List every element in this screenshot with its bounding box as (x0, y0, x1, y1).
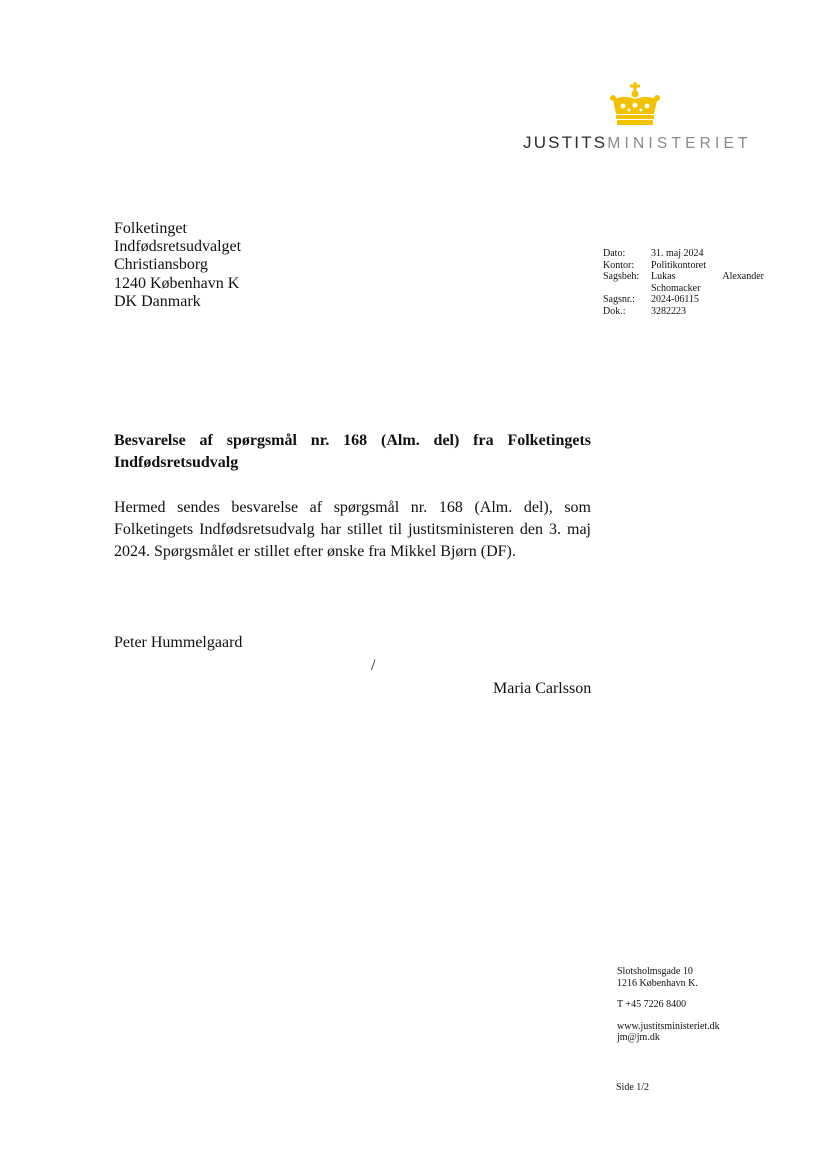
caseworker-last: Schomacker (651, 282, 701, 294)
wordmark-part1: JUSTITS (523, 133, 608, 152)
address-line: Indfødsretsudvalget (114, 238, 242, 256)
meta-row-date (603, 248, 764, 260)
letter-body: Hermed sendes besvarelse af spørgsmål nr. 168 (Alm. del), som Folketingets Indfødsretsudvalg har stillet til justitsministeren den 3. maj 2024. Spørgsmålet er stillet efter ønske fra Mikkel Bjørn (DF). (114, 499, 591, 560)
meta-row-document (603, 306, 764, 318)
meta-label: Sagsbeh: (603, 271, 640, 283)
address-line: Christiansborg (114, 256, 208, 274)
caseworker-first: Lukas (651, 271, 676, 283)
meta-label: Dok.: (603, 305, 626, 317)
meta-label: Dato: (603, 248, 626, 259)
footer-street: Slotsholmsgade 10 (617, 966, 693, 977)
signature-separator: / (371, 657, 376, 674)
crown-logo-icon (609, 82, 661, 126)
footer-city: 1216 København K. (617, 977, 698, 989)
caseworker-middle: Alexander (722, 271, 764, 283)
meta-value-caseworker (651, 271, 764, 294)
meta-row-casenumber (603, 294, 764, 306)
meta-label: Kontor: (603, 259, 635, 271)
footer-phone: T +45 7226 8400 (617, 999, 687, 1011)
address-line: Folketinget (114, 220, 187, 237)
meta-value: 3282223 (651, 305, 686, 317)
meta-value: Politikontoret (651, 259, 706, 271)
ministry-wordmark (523, 133, 752, 154)
page-number: Side 1/2 (616, 1082, 650, 1093)
address-line: DK Danmark (114, 292, 201, 310)
case-metadata (603, 248, 764, 318)
footer-email-link[interactable]: jm@jm.dk (617, 1032, 660, 1044)
signature-primary: Peter Hummelgaard (114, 634, 243, 651)
meta-label: Sagsnr.: (603, 294, 635, 306)
wordmark-part2: MINISTERIET (607, 135, 752, 152)
meta-row-caseworker (603, 271, 764, 294)
signature-secondary: Maria Carlsson (493, 680, 592, 697)
ministry-contact (617, 966, 720, 1044)
letter-subject: Besvarelse af spørgsmål nr. 168 (Alm. del) fra Folketingets Indfødsretsudvalg (114, 432, 591, 471)
footer-website-link[interactable]: www.justitsministeriet.dk (617, 1020, 720, 1032)
meta-row-office (603, 260, 764, 272)
recipient-address (114, 220, 241, 311)
meta-value: 2024-06115 (651, 294, 699, 306)
meta-value: 31. maj 2024 (651, 248, 704, 259)
address-line: 1240 København K (114, 274, 240, 292)
